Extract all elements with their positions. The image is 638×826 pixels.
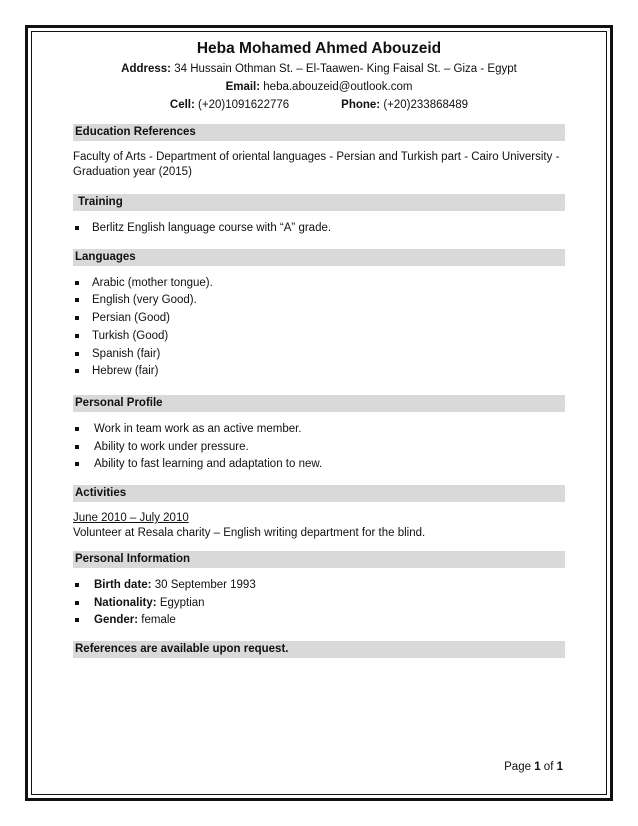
languages-list xyxy=(73,275,565,381)
section-training: Training xyxy=(73,194,565,211)
list-item xyxy=(73,595,565,613)
profile-item: Ability to work under pressure. xyxy=(94,440,249,453)
address-value: 34 Hussain Othman St. – El-Taawen- King Faisal St. – Giza - Egypt xyxy=(174,63,517,75)
language-item: Persian (Good) xyxy=(92,312,170,325)
list-item xyxy=(73,346,565,364)
resume-content xyxy=(73,38,565,658)
bullet-icon xyxy=(75,583,79,587)
birth-value: 30 September 1993 xyxy=(154,579,256,592)
language-item: Hebrew (fair) xyxy=(92,365,159,378)
list-item xyxy=(73,310,565,328)
cell-label: Cell: xyxy=(169,99,195,111)
nationality-value: Egyptian xyxy=(159,596,205,609)
cell-info xyxy=(170,96,289,114)
bullet-icon xyxy=(75,226,79,230)
list-item xyxy=(73,421,565,439)
bullet-icon xyxy=(75,316,79,320)
list-item xyxy=(73,439,565,457)
personal-list xyxy=(73,577,565,630)
profile-list xyxy=(73,421,565,474)
nationality-label: Nationality: xyxy=(94,596,157,609)
section-education: Education References xyxy=(73,124,565,141)
candidate-name: Heba Mohamed Ahmed Abouzeid xyxy=(196,40,442,57)
language-item: Arabic (mother tongue). xyxy=(92,276,213,289)
language-item: Turkish (Good) xyxy=(92,329,169,342)
section-profile: Personal Profile xyxy=(73,395,565,412)
bullet-icon xyxy=(75,334,79,338)
education-text: Faculty of Arts - Department of oriental languages - Persian and Turkish part - Cairo University - Graduation year (2015) xyxy=(73,151,560,178)
section-personal: Personal Information xyxy=(73,551,565,568)
section-activities: Activities xyxy=(73,485,565,502)
language-item: Spanish (fair) xyxy=(92,347,161,360)
bullet-icon xyxy=(75,352,79,356)
cell-value: (+20)1091622776 xyxy=(198,99,290,111)
activity-date: June 2010 – July 2010 xyxy=(73,512,189,525)
bullet-icon xyxy=(75,369,79,373)
gender-label: Gender: xyxy=(94,614,139,627)
address-label: Address: xyxy=(121,63,172,75)
bullet-icon xyxy=(75,618,79,622)
activity-text: Volunteer at Resala charity – English writing department for the blind. xyxy=(73,527,426,540)
gender-value: female xyxy=(141,614,176,627)
page-label: Page xyxy=(504,761,531,773)
language-item: English (very Good). xyxy=(92,294,197,307)
list-item xyxy=(73,275,565,293)
bullet-icon xyxy=(75,281,79,285)
list-item xyxy=(73,292,565,310)
list-item xyxy=(73,456,565,474)
bullet-icon xyxy=(75,462,79,466)
training-item: Berlitz English language course with “A” grade. xyxy=(92,222,332,234)
list-item xyxy=(73,220,565,238)
list-item xyxy=(73,612,565,630)
of-label: of xyxy=(543,761,554,773)
section-languages: Languages xyxy=(73,249,565,266)
list-item xyxy=(73,577,565,595)
bullet-icon xyxy=(75,601,79,605)
section-references: References are available upon request. xyxy=(73,641,565,658)
training-list xyxy=(73,220,565,238)
phone-value: (+20)233868489 xyxy=(383,99,469,111)
profile-item: Ability to fast learning and adaptation to new. xyxy=(94,458,323,471)
phone-line xyxy=(73,96,565,114)
page-total: 1 xyxy=(556,761,563,773)
bullet-icon xyxy=(75,445,79,449)
email-label: Email: xyxy=(225,81,261,93)
email-line xyxy=(73,78,565,96)
page-current: 1 xyxy=(534,761,541,773)
bullet-icon xyxy=(75,427,79,431)
birth-label: Birth date: xyxy=(94,579,152,592)
phone-info xyxy=(341,96,468,114)
page-number xyxy=(504,761,563,773)
address-line xyxy=(73,60,565,78)
list-item xyxy=(73,328,565,346)
phone-label: Phone: xyxy=(341,99,381,111)
email-value: heba.abouzeid@outlook.com xyxy=(263,81,413,93)
list-item xyxy=(73,363,565,381)
bullet-icon xyxy=(75,298,79,302)
profile-item: Work in team work as an active member. xyxy=(94,422,302,435)
